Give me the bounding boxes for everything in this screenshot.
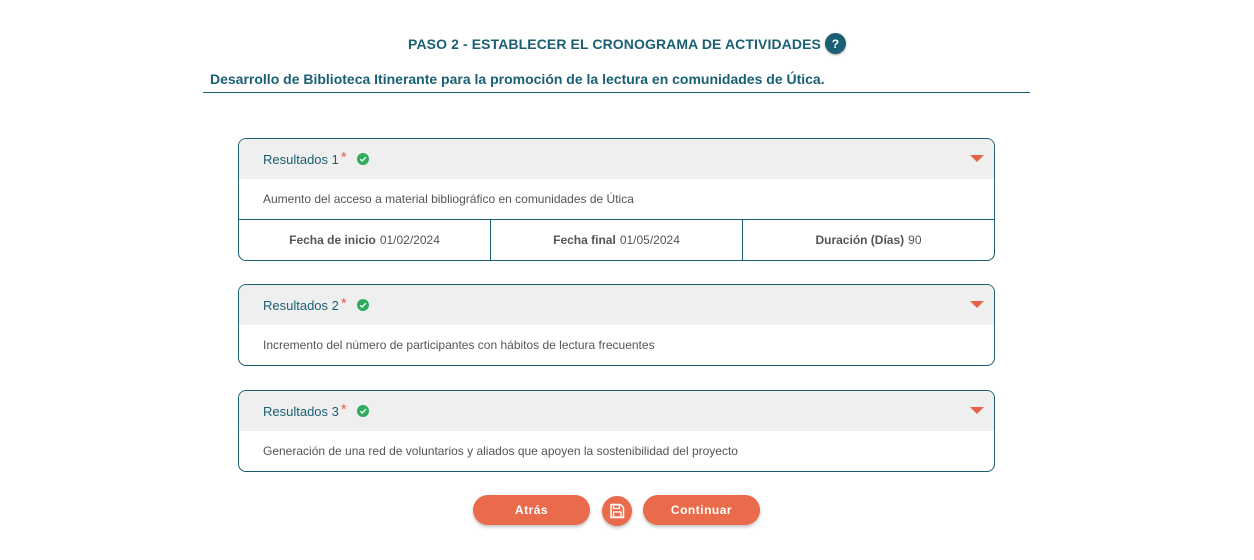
result-card-3 bbox=[238, 390, 995, 472]
required-mark: * bbox=[340, 148, 347, 166]
result-3-description: Generación de una red de voluntarios y aliados que apoyen la sostenibilidad del proyecto bbox=[263, 444, 738, 458]
save-button[interactable] bbox=[602, 496, 632, 526]
start-date-label: Fecha de inicio bbox=[289, 233, 376, 247]
result-card-2 bbox=[238, 284, 995, 366]
continue-button[interactable]: Continuar bbox=[643, 495, 760, 525]
chevron-down-icon[interactable] bbox=[970, 301, 984, 308]
chevron-down-icon[interactable] bbox=[970, 155, 984, 162]
result-2-header[interactable] bbox=[239, 285, 994, 325]
result-1-header[interactable] bbox=[239, 139, 994, 179]
floppy-disk-icon bbox=[609, 503, 625, 519]
project-title: Desarrollo de Biblioteca Itinerante para la promoción de la lectura en comunidades de Útica. bbox=[210, 71, 825, 87]
check-icon bbox=[357, 405, 369, 417]
result-2-description: Incremento del número de participantes con hábitos de lectura frecuentes bbox=[263, 338, 655, 352]
title-divider bbox=[203, 92, 1030, 93]
result-card-1 bbox=[238, 138, 995, 261]
start-date-cell bbox=[239, 220, 490, 260]
result-2-title: Resultados 2 bbox=[263, 297, 339, 313]
result-1-title: Resultados 1 bbox=[263, 151, 339, 167]
duration-value: 90 bbox=[908, 233, 922, 247]
check-icon bbox=[357, 299, 369, 311]
result-3-header[interactable] bbox=[239, 391, 994, 431]
end-date-label: Fecha final bbox=[553, 233, 616, 247]
page-header bbox=[0, 33, 1254, 54]
chevron-down-icon[interactable] bbox=[970, 407, 984, 414]
end-date-cell bbox=[490, 220, 742, 260]
check-icon bbox=[357, 153, 369, 165]
result-1-schedule bbox=[239, 219, 994, 260]
step-title: PASO 2 - ESTABLECER EL CRONOGRAMA DE ACTIVIDADES bbox=[408, 35, 821, 52]
result-1-description: Aumento del acceso a material bibliográfico en comunidades de Útica bbox=[263, 192, 634, 206]
end-date-value: 01/05/2024 bbox=[619, 233, 680, 247]
start-date-value: 01/02/2024 bbox=[379, 233, 440, 247]
duration-cell bbox=[742, 220, 994, 260]
back-button[interactable]: Atrás bbox=[473, 495, 590, 525]
result-3-title: Resultados 3 bbox=[263, 403, 339, 419]
help-icon[interactable]: ? bbox=[825, 33, 846, 54]
duration-label: Duración (Días) bbox=[815, 233, 905, 247]
required-mark: * bbox=[340, 400, 347, 418]
required-mark: * bbox=[340, 294, 347, 312]
